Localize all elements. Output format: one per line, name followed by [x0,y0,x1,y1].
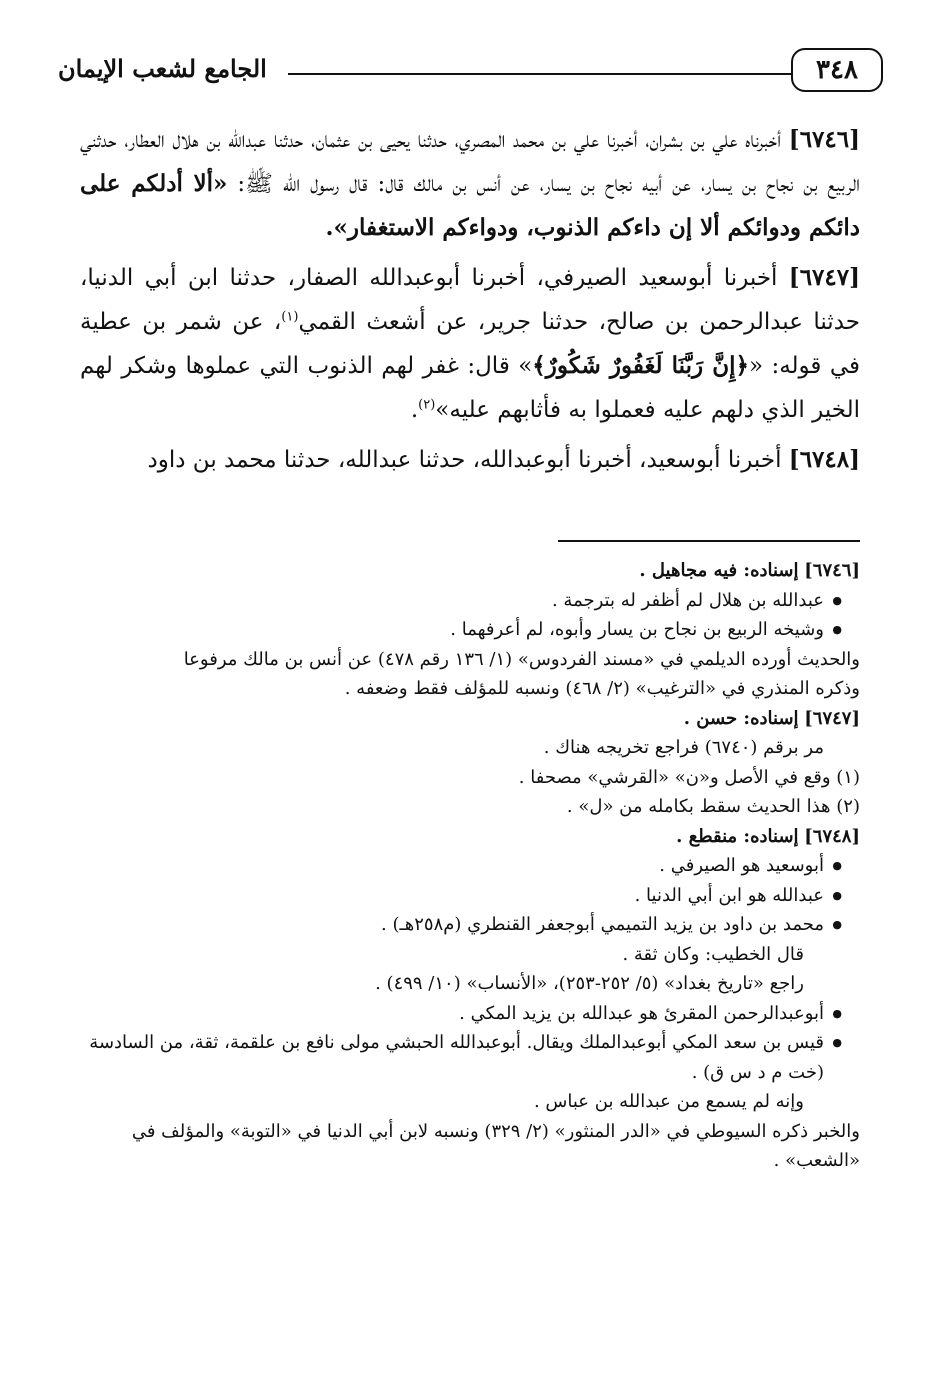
hadith-number: [٦٧٤٧] [788,264,860,291]
footnote-ref-1[interactable]: (١) [281,309,299,325]
note-subtext: قال الخطيب: وكان ثقة . [622,943,804,965]
note-6747-heading [80,704,860,734]
quran-verse: ﴿إِنَّ رَبَّنَا لَغَفُورٌ شَكُورٌ﴾ [532,352,749,379]
note-text: والحديث أورده الديلمي في «مسند الفردوس» (١/ ١٣٦ رقم ٤٧٨) عن أنس بن مالك مرفوعا [183,648,860,670]
hadith-text: » قال: غفر لهم الذنوب التي عملوها وشكر لهم الخير الذي دلهم عليه فعملوا به فأثابهم عليه» [80,353,860,423]
note-verdict: إسناده: حسن . [683,707,799,729]
book-title: الجامع لشعب الإيمان [58,54,267,83]
note-bullet: ● عبدالله هو ابن أبي الدنيا . [80,881,860,911]
note-bullet: ● أبوسعيد هو الصيرفي . [80,851,860,881]
note-bullet: ● أبوعبدالرحمن المقرئ هو عبدالله بن يزيد المكي . [80,999,860,1029]
footnote-1: (١) وقع في الأصل و«ن» «القرشي» مصحفا . [518,766,860,788]
page-number: ٣٤٨ [791,48,883,92]
hadith-isnad: أخبرناه علي بن بشران، أخبرنا علي بن محمد المصري، حدثنا يحيى بن عثمان، حدثنا عبدالله بن هلال العطار، حدثني الربيع بن نجاح بن يسار، عن أبيه نجاح بن يسار، عن أنس بن مالك قال: قال رسول الله ﷺ: [80,127,861,197]
commentary-notes [80,556,860,1176]
hadith-6748 [80,438,860,482]
hadith-end: . [410,397,419,423]
running-header [58,40,878,100]
hadith-isnad: أخبرنا أبوسعيد، أخبرنا أبوعبدالله، حدثنا عبدالله، حدثنا محمد بن داود [147,447,782,473]
note-number: [٦٧٤٧] [804,707,860,729]
footnote-2: (٢) هذا الحديث سقط بكامله من «ل» . [566,796,860,817]
note-text: مر برقم (٦٧٤٠) فراجع تخريجه هناك . [543,737,824,758]
main-text [80,118,860,488]
note-bullet: ● وشيخه الربيع بن نجاح بن يسار وأبوه، لم أعرفهما . [80,615,860,645]
note-verdict: إسناده: فيه مجاهيل . [639,560,799,581]
note-text: والخبر ذكره السيوطي في «الدر المنثور» (٢/ ٣٢٩) ونسبه لابن أبي الدنيا في «التوبة» والمؤلف في «الشعب» . [131,1120,860,1171]
hadith-matn: «ألا أدلكم على دائكم ودوائكم ألا إن داءكم الذنوب، ودواءكم الاستغفار». [80,170,860,241]
hadith-6747 [80,256,860,432]
footnote-ref-2[interactable]: (٢) [418,397,436,413]
hadith-number: [٦٧٤٨] [788,446,860,473]
hadith-6746 [80,118,860,250]
note-verdict: إسناده: منقطع . [676,825,799,847]
footnote-separator [558,540,860,542]
note-number: [٦٧٤٨] [804,825,860,847]
note-bullet: ● قيس بن سعد المكي أبوعبدالملك ويقال. أبوعبدالله الحبشي مولى نافع بن علقمة، ثقة، من السادسة (خت م د س ق) . [80,1028,860,1087]
note-bullet: ● محمد بن داود بن يزيد التميمي أبوجعفر القنطري (م٢٥٨هـ) . [80,910,860,940]
note-6746-heading [80,556,860,586]
note-bullet: ● عبدالله بن هلال لم أظفر له بترجمة . [80,586,860,616]
note-subtext: وإنه لم يسمع من عبدالله بن عباس . [533,1091,804,1112]
note-subtext: راجع «تاريخ بغداد» (٥/ ٢٥٢-٢٥٣)، «الأنساب» (١٠/ ٤٩٩) . [375,973,804,994]
note-number: [٦٧٤٦] [804,560,860,581]
hadith-number: [٦٧٤٦] [788,126,860,153]
hadith-text: ، عن شمر بن عطية في قوله: « [80,309,860,379]
note-6748-heading [80,822,860,852]
hadith-isnad: أخبرنا أبوسعيد الصيرفي، أخبرنا أبوعبدالله الصفار، حدثنا ابن أبي الدنيا، حدثنا عبدالرحمن بن صالح، حدثنا جرير، عن أشعث القمي [80,265,860,335]
header-rule [288,73,848,75]
note-text: وذكره المنذري في «الترغيب» (٢/ ٤٦٨) ونسبه للمؤلف فقط وضعفه . [344,678,860,699]
